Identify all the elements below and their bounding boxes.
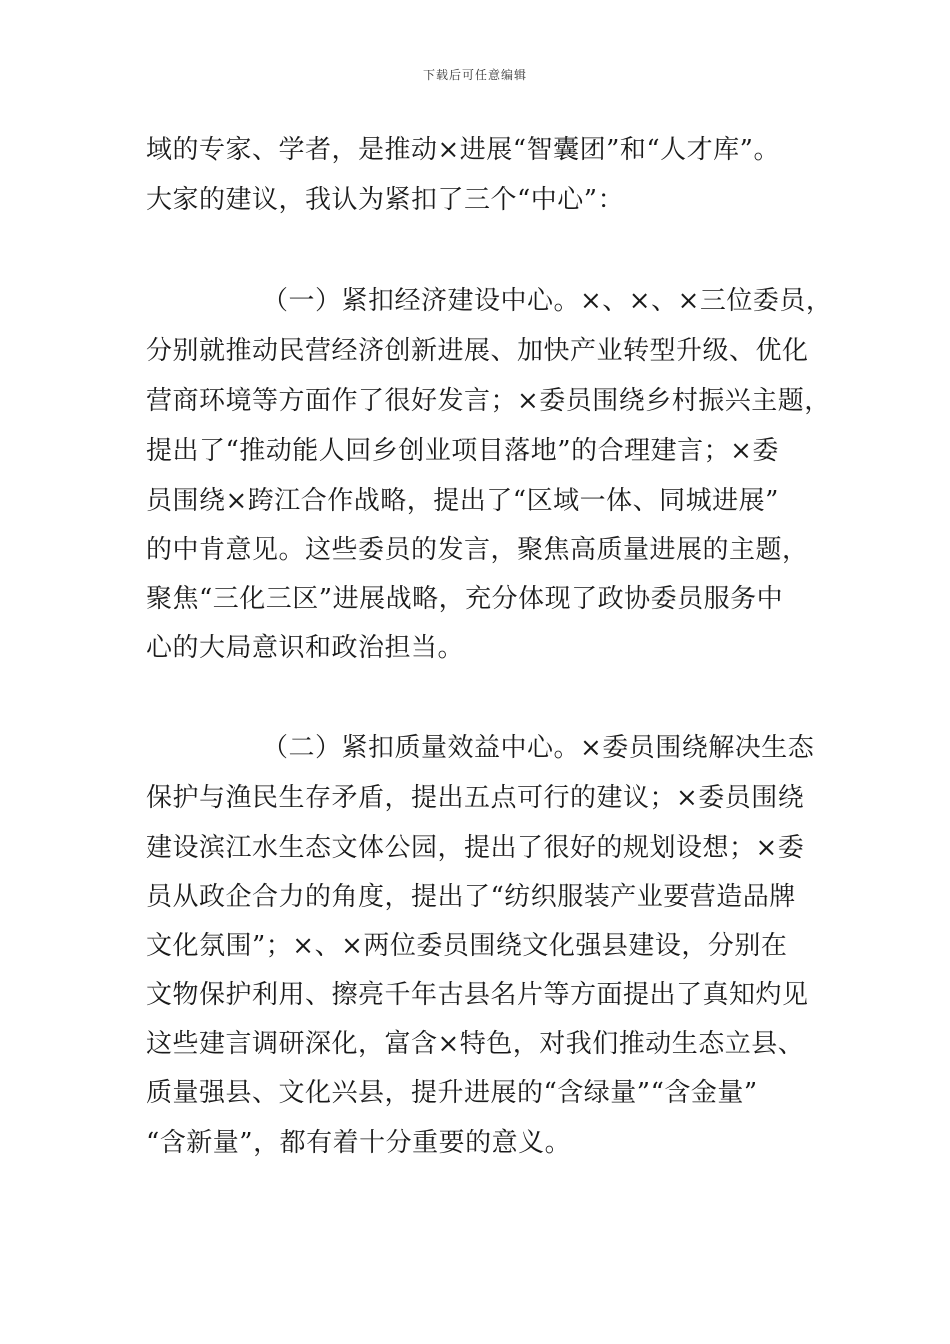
paragraph-2-line-8: 心的大局意识和政治担当。	[146, 633, 465, 663]
paragraph-3-line-8: 质量强县、文化兴县，提升进展的“含绿量”“含金量”	[146, 1078, 758, 1108]
paragraph-2-line-1: （一）紧扣经济建设中心。×、×、×三位委员，	[262, 286, 833, 316]
paragraph-2-line-7: 聚焦“三化三区”进展战略，充分体现了政协委员服务中	[146, 584, 784, 614]
paragraph-3-line-4: 员从政企合力的角度，提出了“纺织服装产业要营造品牌	[146, 882, 796, 912]
paragraph-3-line-3: 建设滨江水生态文体公园，提出了很好的规划设想；×委	[146, 833, 805, 863]
paragraph-3-line-6: 文物保护利用、擦亮千年古县名片等方面提出了真知灼见	[146, 980, 809, 1010]
paragraph-3-line-9: “含新量”，都有着十分重要的意义。	[146, 1128, 572, 1158]
paragraph-1-line-2: 大家的建议，我认为紧扣了三个“中心”：	[146, 185, 625, 215]
paragraph-2-line-4: 提出了“推动能人回乡创业项目落地”的合理建言；×委	[146, 436, 779, 466]
paragraph-2-line-5: 员围绕×跨江合作战略，提出了“区域一体、同城进展”	[146, 486, 779, 516]
paragraph-3-line-5: 文化氛围”；×、×两位委员围绕文化强县建设，分别在	[146, 931, 788, 961]
paragraph-2-line-2: 分别就推动民营经济创新进展、加快产业转型升级、优化	[146, 336, 809, 366]
paragraph-3-line-7: 这些建言调研深化，富含×特色，对我们推动生态立县、	[146, 1029, 805, 1059]
paragraph-2-line-3: 营商环境等方面作了很好发言；×委员围绕乡村振兴主题，	[146, 386, 831, 416]
paragraph-1-line-1: 域的专家、学者，是推动×进展“智囊团”和“人才库”。	[146, 135, 780, 165]
paragraph-3-line-1: （二）紧扣质量效益中心。×委员围绕解决生态	[262, 733, 815, 763]
paragraph-3-line-2: 保护与渔民生存矛盾，提出五点可行的建议；×委员围绕	[146, 783, 805, 813]
paragraph-2-line-6: 的中肯意见。这些委员的发言，聚焦高质量进展的主题，	[146, 535, 809, 565]
page-header-note: 下载后可任意编辑	[422, 68, 527, 82]
